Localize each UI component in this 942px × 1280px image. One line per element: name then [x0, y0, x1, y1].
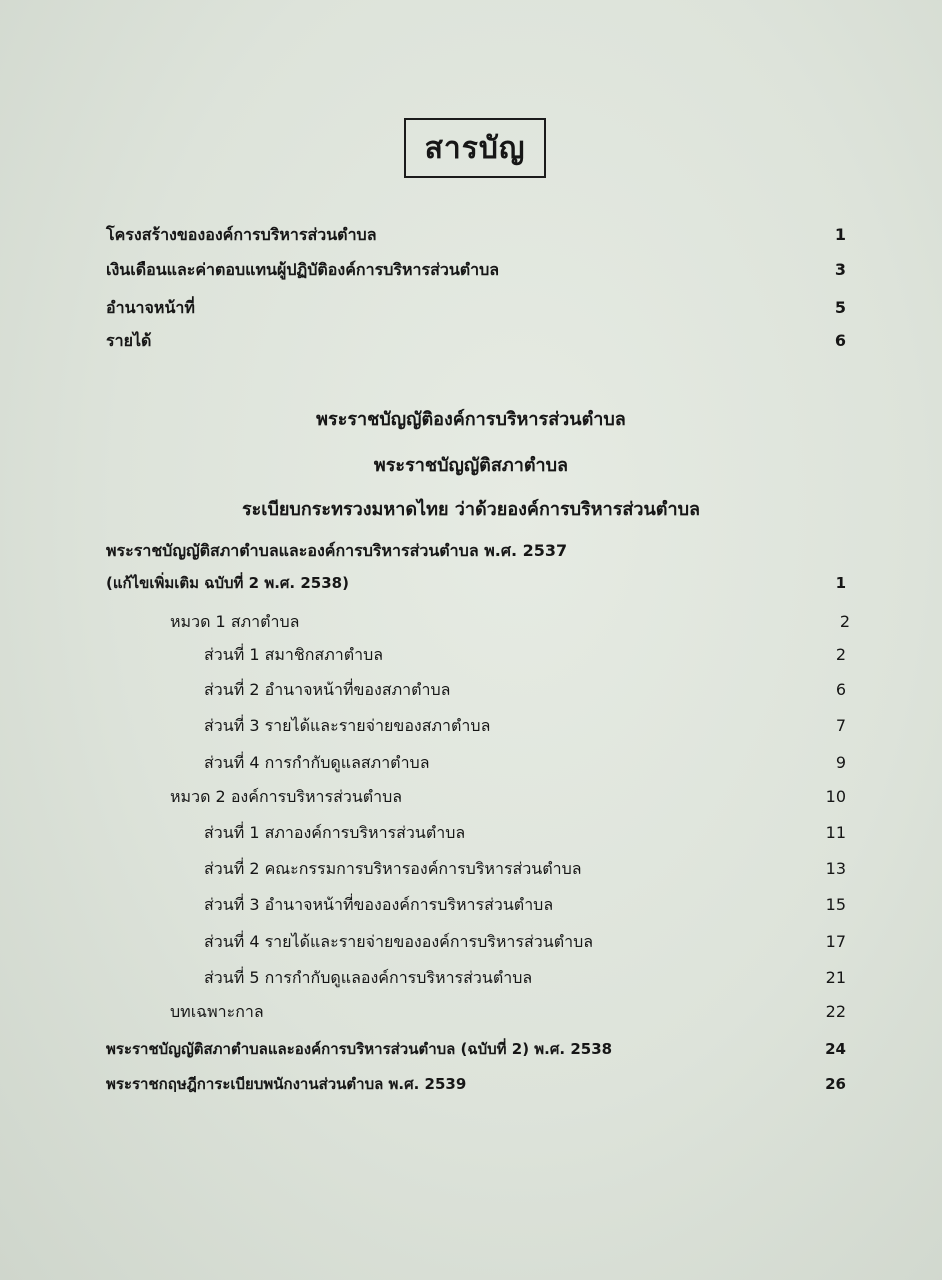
- toc-entry-page: 26: [825, 1075, 846, 1093]
- part-entry: [0, 889, 942, 921]
- toc-entry: [0, 1033, 942, 1065]
- part-entry: [0, 962, 942, 994]
- chapter-page: 10: [825, 787, 846, 806]
- act-subtitle: [0, 567, 942, 599]
- part-entry: [0, 674, 942, 706]
- part-page: 11: [825, 823, 846, 842]
- toc-entry-label: พระราชกฤษฎีการะเบียบพนักงานส่วนตำบล พ.ศ. 2539: [106, 1075, 467, 1093]
- part-page: 17: [825, 932, 846, 951]
- toc-entry-page: 3: [834, 260, 846, 279]
- part-label: ส่วนที่ 3 อำนาจหน้าที่ขององค์การบริหารส่วนตำบล: [204, 895, 554, 914]
- chapter-entry: [0, 781, 942, 813]
- part-entry: [0, 926, 942, 958]
- chapter-page: 2: [839, 612, 850, 631]
- toc-entry-page: 5: [834, 298, 846, 317]
- part-entry: [0, 639, 942, 671]
- part-page: 6: [835, 680, 846, 699]
- toc-entry-page: 6: [834, 331, 846, 350]
- part-page: 2: [835, 645, 846, 664]
- part-entry: [0, 710, 942, 742]
- part-page: 13: [825, 859, 846, 878]
- part-entry: [0, 853, 942, 885]
- toc-entry: [0, 325, 942, 357]
- part-page: 21: [825, 968, 846, 987]
- toc-entry-label: โครงสร้างขององค์การบริหารส่วนตำบล: [106, 225, 377, 244]
- toc-entry: [0, 219, 942, 251]
- part-page: 9: [835, 753, 846, 772]
- toc-entry-label: อำนาจหน้าที่: [106, 298, 195, 317]
- part-label: ส่วนที่ 4 รายได้และรายจ่ายขององค์การบริหารส่วนตำบล: [204, 932, 594, 951]
- act-subtitle-page: 1: [835, 574, 846, 592]
- chapter-entry: [0, 606, 942, 638]
- toc-entry-label: พระราชบัญญัติสภาตำบลและองค์การบริหารส่วนตำบล (ฉบับที่ 2) พ.ศ. 2538: [106, 1040, 613, 1058]
- part-label: ส่วนที่ 1 สมาชิกสภาตำบล: [204, 645, 384, 664]
- part-label: ส่วนที่ 4 การกำกับดูแลสภาตำบล: [204, 753, 430, 772]
- act-subtitle-label: (แก้ไขเพิ่มเติม ฉบับที่ 2 พ.ศ. 2538): [106, 574, 349, 592]
- chapter-label: หมวด 1 สภาตำบล: [170, 612, 300, 631]
- toc-entry-page: 1: [834, 225, 846, 244]
- act-title: [0, 535, 942, 567]
- part-label: ส่วนที่ 1 สภาองค์การบริหารส่วนตำบล: [204, 823, 466, 842]
- transitional-page: 22: [825, 1002, 846, 1021]
- toc-entry-page: 24: [825, 1040, 846, 1058]
- toc-entry-label: เงินเดือนและค่าตอบแทนผู้ปฏิบัติองค์การบริหารส่วนตำบล: [106, 260, 500, 279]
- section-heading: ระเบียบกระทรวงมหาดไทย ว่าด้วยองค์การบริหารส่วนตำบล: [241, 499, 701, 520]
- part-label: ส่วนที่ 5 การกำกับดูแลองค์การบริหารส่วนตำบล: [204, 968, 533, 987]
- section-heading: พระราชบัญญัติองค์การบริหารส่วนตำบล: [316, 409, 626, 430]
- toc-entry-label: รายได้: [106, 331, 152, 350]
- section-heading: พระราชบัญญัติสภาตำบล: [373, 455, 569, 476]
- chapter-label: หมวด 2 องค์การบริหารส่วนตำบล: [170, 787, 403, 806]
- part-entry: [0, 817, 942, 849]
- part-label: ส่วนที่ 3 รายได้และรายจ่ายของสภาตำบล: [204, 716, 491, 735]
- page-title: สารบัญ: [404, 118, 546, 178]
- toc-entry: [0, 1068, 942, 1100]
- transitional-entry: [0, 996, 942, 1028]
- toc-entry: [0, 292, 942, 324]
- part-page: 15: [825, 895, 846, 914]
- toc-entry: [0, 254, 942, 286]
- part-label: ส่วนที่ 2 คณะกรรมการบริหารองค์การบริหารส่วนตำบล: [204, 859, 582, 878]
- part-page: 7: [835, 716, 846, 735]
- part-label: ส่วนที่ 2 อำนาจหน้าที่ของสภาตำบล: [204, 680, 451, 699]
- part-entry: [0, 747, 942, 779]
- transitional-label: บทเฉพาะกาล: [170, 1002, 264, 1021]
- act-title-label: พระราชบัญญัติสภาตำบลและองค์การบริหารส่วนตำบล พ.ศ. 2537: [106, 541, 568, 560]
